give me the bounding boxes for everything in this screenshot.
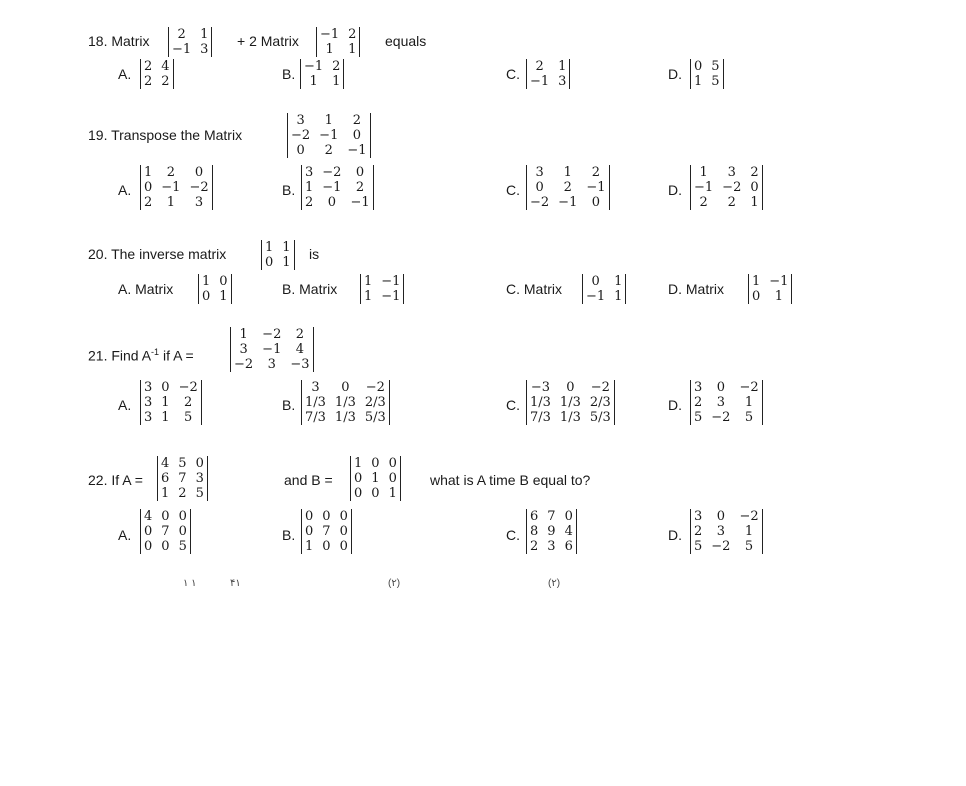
q22-option-d-matrix <box>690 509 763 554</box>
matrix-cell: 1 <box>371 471 380 486</box>
q20-option-d-label: D. Matrix <box>668 281 724 297</box>
matrix-cell: 0 <box>388 456 397 471</box>
matrix-cell: 3 <box>716 395 725 410</box>
matrix-cell: 0 <box>339 539 348 554</box>
matrix-cell: 0 <box>195 456 204 471</box>
matrix-cell: −1 <box>319 128 339 143</box>
q22-mid: and B = <box>284 472 333 488</box>
matrix-cell: −1 <box>381 289 401 304</box>
matrix-cell: 6 <box>161 471 170 486</box>
q20-option-b-label: B. Matrix <box>282 281 338 297</box>
q21-prefix <box>88 344 194 364</box>
matrix-cell: 0 <box>750 180 759 195</box>
q20-option-c-matrix <box>582 274 626 304</box>
matrix-cell: −2 <box>739 509 759 524</box>
matrix-cell: 4 <box>144 509 153 524</box>
matrix-cell: −1 <box>381 274 401 289</box>
matrix-cell: −1 <box>161 180 181 195</box>
q21-option-c-label: C. <box>506 397 520 413</box>
q22-option-d-label: D. <box>668 527 682 543</box>
matrix-cell: −1 <box>558 195 578 210</box>
matrix-cell: 5 <box>195 486 204 501</box>
matrix-cell: 0 <box>305 524 314 539</box>
matrix-cell: 1 <box>200 27 209 42</box>
matrix-cell: 1 <box>332 74 341 89</box>
matrix-cell: 2 <box>295 327 305 342</box>
q22-option-c-matrix <box>526 509 577 554</box>
matrix-cell: 2 <box>750 165 759 180</box>
matrix-cell: 2 <box>727 195 736 210</box>
matrix-cell: −3 <box>530 380 551 395</box>
q18-option-a-label: A. <box>118 66 132 82</box>
q18-suffix: equals <box>385 33 427 49</box>
matrix-cell: −2 <box>189 180 209 195</box>
matrix-cell: 7/3 <box>305 410 326 425</box>
q21-inverse-superscript: -1 <box>151 347 160 357</box>
matrix-cell: 3 <box>694 380 703 395</box>
matrix-cell: 2 <box>591 165 601 180</box>
matrix-cell: 2 <box>144 59 153 74</box>
q18-mid: + 2 Matrix <box>237 33 299 49</box>
matrix-cell: 4 <box>161 59 170 74</box>
matrix-cell: 0 <box>339 509 348 524</box>
matrix-cell: 3 <box>144 380 153 395</box>
q20-option-b-matrix <box>360 274 404 304</box>
matrix-cell: 5 <box>178 456 187 471</box>
q22-suffix: what is A time B equal to? <box>430 472 591 488</box>
matrix-cell: −1 <box>694 180 714 195</box>
matrix-cell: 2 <box>348 27 357 42</box>
matrix-cell: 3 <box>716 524 725 539</box>
q18-matrix-2 <box>316 27 360 57</box>
q21-option-c-matrix <box>526 380 615 425</box>
matrix-cell: 0 <box>694 59 703 74</box>
matrix-cell: 0 <box>591 274 600 289</box>
q20-prefix: 20. The inverse matrix <box>88 246 227 262</box>
q22-option-b-matrix <box>301 509 352 554</box>
matrix-cell: 0 <box>161 539 170 554</box>
q21-matrix <box>230 327 314 372</box>
q22-prefix: 22. If A = <box>88 472 143 488</box>
matrix-cell: 7 <box>547 509 556 524</box>
q21-option-d-matrix <box>690 380 763 425</box>
q22-option-b-label: B. <box>282 527 296 543</box>
matrix-cell: 0 <box>327 195 336 210</box>
matrix-cell: 4 <box>295 342 305 357</box>
matrix-cell: 3 <box>239 342 248 357</box>
matrix-cell: 3 <box>547 539 556 554</box>
matrix-cell: 1 <box>354 456 363 471</box>
matrix-cell: 0 <box>178 509 187 524</box>
matrix-cell: 1 <box>219 289 228 304</box>
matrix-cell: −2 <box>322 165 342 180</box>
q19-option-a-label: A. <box>118 182 132 198</box>
matrix-cell: 2 <box>144 195 153 210</box>
matrix-cell: 1 <box>774 289 783 304</box>
matrix-cell: −2 <box>711 539 731 554</box>
matrix-cell: 2 <box>694 395 703 410</box>
matrix-cell: 1 <box>166 195 175 210</box>
matrix-cell: 1/3 <box>334 410 356 425</box>
matrix-cell: 1 <box>750 195 759 210</box>
matrix-cell: 0 <box>161 509 170 524</box>
q19-option-d-matrix <box>690 165 763 210</box>
matrix-cell: 1 <box>305 180 314 195</box>
q20-option-a-label: A. Matrix <box>118 281 174 297</box>
matrix-cell: 3 <box>558 74 567 89</box>
matrix-cell: 1 <box>388 486 397 501</box>
matrix-cell: 0 <box>341 380 350 395</box>
matrix-cell: 2 <box>355 180 365 195</box>
matrix-cell: 0 <box>296 143 305 158</box>
cut-fragment-3: (۲) <box>388 578 401 589</box>
q21-mid-text: if A = <box>159 347 194 364</box>
q18-option-a-matrix <box>140 59 174 89</box>
q19-option-c-matrix <box>526 165 610 210</box>
matrix-cell: −1 <box>322 180 342 195</box>
matrix-cell: 0 <box>591 195 601 210</box>
matrix-cell: 3 <box>296 113 305 128</box>
q19-matrix <box>287 113 371 158</box>
matrix-cell: 5 <box>184 410 193 425</box>
matrix-cell: 0 <box>388 471 397 486</box>
matrix-cell: 1/3 <box>334 395 356 410</box>
matrix-cell: 1/3 <box>559 410 581 425</box>
matrix-cell: 0 <box>354 471 363 486</box>
matrix-cell: −1 <box>769 274 789 289</box>
matrix-cell: 3 <box>727 165 736 180</box>
matrix-cell: 5 <box>178 539 187 554</box>
matrix-cell: 6 <box>530 509 539 524</box>
matrix-cell: 0 <box>161 380 170 395</box>
q18-option-b-label: B. <box>282 66 296 82</box>
matrix-cell: 0 <box>305 509 314 524</box>
matrix-cell: 5 <box>744 410 754 425</box>
matrix-cell: −1 <box>530 74 550 89</box>
q21-option-b-label: B. <box>282 397 296 413</box>
matrix-cell: 0 <box>566 380 575 395</box>
matrix-cell: 0 <box>355 165 365 180</box>
q20-matrix <box>261 240 295 270</box>
matrix-cell: 7 <box>161 524 170 539</box>
matrix-cell: 2 <box>184 395 193 410</box>
matrix-cell: 1 <box>324 113 333 128</box>
matrix-cell: −2 <box>262 327 282 342</box>
matrix-cell: 0 <box>371 486 380 501</box>
matrix-cell: 1 <box>161 486 170 501</box>
matrix-cell: −2 <box>178 380 198 395</box>
q18-option-b-matrix <box>300 59 344 89</box>
matrix-cell: 1 <box>563 165 572 180</box>
q20-option-a-matrix <box>198 274 232 304</box>
matrix-cell: 3 <box>267 357 276 372</box>
matrix-cell: 0 <box>564 509 573 524</box>
q19-option-d-label: D. <box>668 182 682 198</box>
matrix-cell: 0 <box>716 380 725 395</box>
matrix-cell: 5/3 <box>589 410 611 425</box>
matrix-cell: −1 <box>262 342 282 357</box>
matrix-cell: 0 <box>354 486 363 501</box>
cut-fragment-2: ۴۱ <box>230 578 241 589</box>
matrix-cell: 0 <box>716 509 725 524</box>
matrix-cell: 2 <box>699 195 708 210</box>
q18-prefix: 18. Matrix <box>88 33 150 49</box>
matrix-cell: 4 <box>161 456 170 471</box>
matrix-cell: 5/3 <box>364 410 386 425</box>
q22-option-c-label: C. <box>506 527 520 543</box>
q21-prefix-text: 21. Find A <box>88 347 152 364</box>
matrix-cell: −1 <box>347 143 367 158</box>
matrix-cell: −2 <box>590 380 610 395</box>
matrix-cell: 3 <box>194 195 204 210</box>
matrix-cell: 3 <box>144 410 153 425</box>
matrix-cell: 2 <box>352 113 362 128</box>
matrix-cell: 0 <box>194 165 204 180</box>
matrix-cell: 2 <box>332 59 341 74</box>
matrix-cell: 3 <box>195 471 204 486</box>
matrix-cell: 9 <box>547 524 556 539</box>
matrix-cell: 1/3 <box>559 395 581 410</box>
matrix-cell: 2 <box>144 74 153 89</box>
q18-matrix-1 <box>168 27 212 57</box>
matrix-cell: 1 <box>614 289 623 304</box>
matrix-cell: −1 <box>350 195 370 210</box>
matrix-cell: −1 <box>172 42 192 57</box>
matrix-cell: 1 <box>348 42 357 57</box>
matrix-cell: 3 <box>305 165 314 180</box>
matrix-cell: 1 <box>744 524 754 539</box>
matrix-cell: 1 <box>305 539 314 554</box>
matrix-cell: 1 <box>309 74 318 89</box>
matrix-cell: −2 <box>365 380 385 395</box>
matrix-cell: 3 <box>200 42 209 57</box>
matrix-cell: 0 <box>144 524 153 539</box>
matrix-cell: 0 <box>752 289 761 304</box>
matrix-cell: 3 <box>144 395 153 410</box>
matrix-cell: 5 <box>744 539 754 554</box>
matrix-cell: 1 <box>694 74 703 89</box>
matrix-cell: 2/3 <box>364 395 386 410</box>
matrix-cell: 2/3 <box>589 395 611 410</box>
matrix-cell: 2 <box>177 27 186 42</box>
matrix-cell: 7/3 <box>530 410 551 425</box>
matrix-cell: 2 <box>324 143 333 158</box>
matrix-cell: 1 <box>265 240 274 255</box>
matrix-cell: 1 <box>282 255 291 270</box>
matrix-cell: 3 <box>311 380 320 395</box>
matrix-cell: 1/3 <box>530 395 551 410</box>
matrix-cell: 0 <box>371 456 380 471</box>
q21-option-b-matrix <box>301 380 390 425</box>
matrix-cell: 0 <box>178 524 187 539</box>
q22-matrix-a <box>157 456 208 501</box>
q19-option-b-matrix <box>301 165 374 210</box>
q18-option-d-label: D. <box>668 66 682 82</box>
matrix-cell: 2 <box>535 59 544 74</box>
q21-option-a-matrix <box>140 380 202 425</box>
matrix-cell: 1 <box>744 395 754 410</box>
matrix-cell: 2 <box>563 180 572 195</box>
q19-prefix: 19. Transpose the Matrix <box>88 127 243 143</box>
matrix-cell: 5 <box>694 410 703 425</box>
matrix-cell: −2 <box>291 128 311 143</box>
matrix-cell: 0 <box>322 539 331 554</box>
matrix-cell: −1 <box>586 180 606 195</box>
matrix-cell: 7 <box>322 524 331 539</box>
matrix-cell: 0 <box>144 539 153 554</box>
matrix-cell: 2 <box>166 165 175 180</box>
matrix-cell: −2 <box>739 380 759 395</box>
matrix-cell: 0 <box>322 509 331 524</box>
matrix-cell: 1 <box>239 327 248 342</box>
matrix-cell: −1 <box>586 289 606 304</box>
matrix-cell: 4 <box>564 524 573 539</box>
matrix-cell: 0 <box>535 180 544 195</box>
q22-option-a-matrix <box>140 509 191 554</box>
matrix-cell: −2 <box>530 195 550 210</box>
matrix-cell: 1 <box>364 289 373 304</box>
matrix-cell: −2 <box>711 410 731 425</box>
matrix-cell: 0 <box>265 255 274 270</box>
matrix-cell: 1 <box>558 59 567 74</box>
matrix-cell: 5 <box>694 539 703 554</box>
q19-option-b-label: B. <box>282 182 296 198</box>
matrix-cell: 2 <box>694 524 703 539</box>
q18-option-c-matrix <box>526 59 570 89</box>
q22-option-a-label: A. <box>118 527 132 543</box>
matrix-cell: 5 <box>711 59 720 74</box>
matrix-cell: 1 <box>699 165 708 180</box>
q19-option-a-matrix <box>140 165 213 210</box>
matrix-cell: 1 <box>202 274 211 289</box>
matrix-cell: 2 <box>178 486 187 501</box>
q22-matrix-b <box>350 456 401 501</box>
matrix-cell: −1 <box>320 27 340 42</box>
matrix-cell: −1 <box>304 59 324 74</box>
matrix-cell: 1 <box>282 240 291 255</box>
q21-option-d-label: D. <box>668 397 682 413</box>
q19-option-c-label: C. <box>506 182 520 198</box>
matrix-cell: 1 <box>144 165 153 180</box>
q20-option-c-label: C. Matrix <box>506 281 562 297</box>
matrix-cell: 2 <box>161 74 170 89</box>
matrix-cell: 0 <box>219 274 228 289</box>
matrix-cell: 1 <box>364 274 373 289</box>
matrix-cell: 5 <box>711 74 720 89</box>
matrix-cell: 1 <box>325 42 334 57</box>
matrix-cell: 3 <box>535 165 544 180</box>
matrix-cell: 0 <box>339 524 348 539</box>
q20-option-d-matrix <box>748 274 792 304</box>
matrix-cell: 2 <box>530 539 539 554</box>
matrix-cell: 1 <box>752 274 761 289</box>
cut-fragment-4: (۲) <box>548 578 561 589</box>
matrix-cell: 3 <box>694 509 703 524</box>
matrix-cell: 2 <box>305 195 314 210</box>
q21-option-a-label: A. <box>118 397 132 413</box>
matrix-cell: 0 <box>202 289 211 304</box>
q18-option-c-label: C. <box>506 66 520 82</box>
matrix-cell: 1 <box>161 395 170 410</box>
matrix-cell: 1/3 <box>305 395 326 410</box>
matrix-cell: 1 <box>161 410 170 425</box>
matrix-cell: 6 <box>564 539 573 554</box>
q18-option-d-matrix <box>690 59 724 89</box>
q20-suffix: is <box>309 246 320 262</box>
matrix-cell: 0 <box>352 128 362 143</box>
matrix-cell: −2 <box>722 180 742 195</box>
matrix-cell: 7 <box>178 471 187 486</box>
matrix-cell: −2 <box>234 357 254 372</box>
matrix-cell: 0 <box>144 180 153 195</box>
cut-fragment-1: ۱ ۱ <box>183 578 197 589</box>
matrix-cell: 1 <box>614 274 623 289</box>
matrix-cell: −3 <box>290 357 310 372</box>
matrix-cell: 8 <box>530 524 539 539</box>
